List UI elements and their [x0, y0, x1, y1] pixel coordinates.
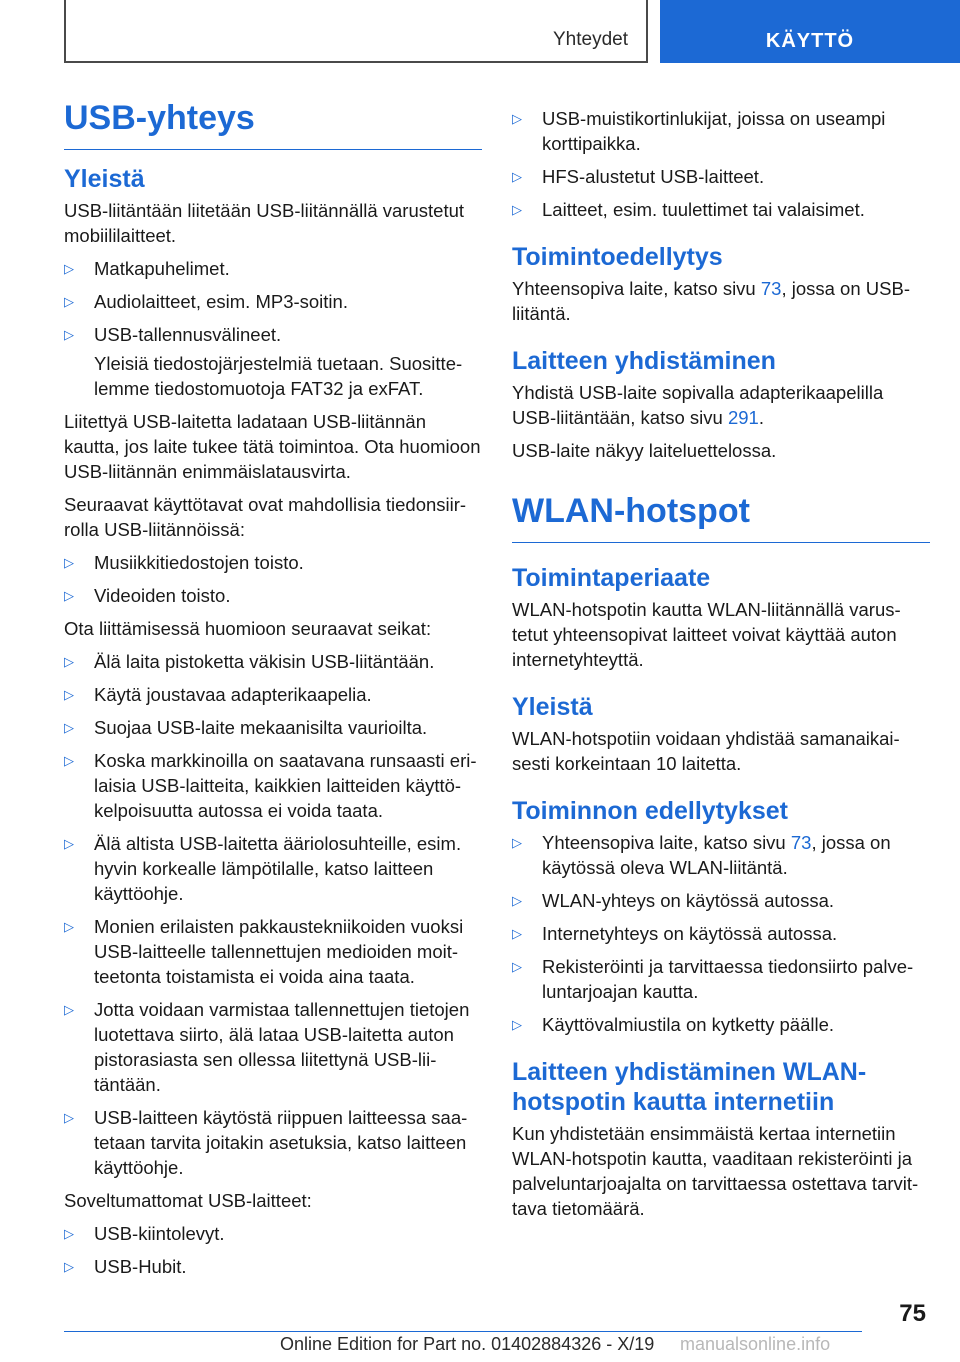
- triangle-bullet-icon: ▷: [64, 835, 74, 851]
- connect-heading: Laitteen yhdistäminen: [512, 347, 776, 375]
- usb-title: USB-yhteys: [64, 98, 482, 150]
- notes-intro: Ota liittämisessä huomioon seuraavat seikat:: [64, 617, 432, 639]
- footer-divider: [64, 1331, 862, 1332]
- general-heading: Yleistä: [64, 164, 145, 193]
- triangle-bullet-icon: ▷: [64, 1001, 74, 1017]
- list-item: ▷ Musiikkitiedostojen toisto.: [64, 551, 304, 573]
- list-item: ▷ Internetyhteys on käytössä autossa.: [512, 922, 838, 944]
- triangle-bullet-icon: ▷: [512, 925, 522, 941]
- page-link[interactable]: 73: [760, 278, 782, 299]
- notes-list: [64, 649, 482, 1180]
- list-item: ▷ Yhteensopiva laite, katso sivu 73, jossa on käytössä oleva WLAN-liitäntä.: [512, 831, 891, 878]
- list-item: ▷ Käyttövalmiustila on kytketty päälle.: [512, 1013, 835, 1035]
- list-item: ▷ Audiolaitteet, esim. MP3-soitin.: [64, 290, 348, 312]
- triangle-bullet-icon: ▷: [64, 260, 74, 276]
- triangle-bullet-icon: ▷: [64, 686, 74, 702]
- connect-wlan-heading: Laitteen yhdistäminen WLAN-hotspotin kautta internetiin: [512, 1057, 867, 1116]
- principle-heading: Toimintaperiaate: [512, 563, 711, 592]
- requirements-heading: Toimintoedellytys: [512, 243, 723, 271]
- devices-list: [64, 256, 482, 347]
- triangle-bullet-icon: ▷: [64, 326, 74, 342]
- triangle-bullet-icon: ▷: [64, 1258, 74, 1274]
- triangle-bullet-icon: ▷: [512, 892, 522, 908]
- function-requirements-heading: Toiminnon edellytykset: [512, 796, 788, 825]
- wlan-general-heading: Yleistä: [512, 692, 593, 721]
- triangle-bullet-icon: ▷: [512, 1016, 522, 1032]
- list-item: ▷ Koska markkinoilla on saatavana runsaasti erilaisia USB-laitteita, kaikkien laitteiden käyttökelpoisuutta autossa ei voida taata.: [64, 749, 477, 821]
- edition-footer: Online Edition for Part no. 01402884326 - X/19: [280, 1334, 655, 1354]
- triangle-bullet-icon: ▷: [64, 293, 74, 309]
- connect-wlan-text: Kun yhdistetään ensimmäistä kertaa internetiin WLAN-hotspotin kautta, vaaditaan rekisteröinti ja palveluntarjoajalta on tarvittaessa ostettava tarvittava tietomäärä.: [512, 1122, 919, 1219]
- principle-text: WLAN-hotspotin kautta WLAN-liitännällä varustetut yhteensopivat laitteet voivat käyttää auton internetyhteyttä.: [512, 598, 901, 670]
- page-link[interactable]: 291: [727, 407, 759, 428]
- list-item: ▷ Suojaa USB-laite mekaanisilta vaurioilta.: [64, 716, 428, 738]
- list-item: ▷ USB-tallennusvälineet.: [64, 323, 282, 345]
- triangle-bullet-icon: ▷: [64, 554, 74, 570]
- list-item: ▷ Videoiden toisto.: [64, 584, 231, 606]
- list-item: ▷ Älä altista USB-laitetta ääriolosuhteille, esim. hyvin korkealle lämpötilalle, katso laitteen käyttöohje.: [64, 832, 462, 904]
- function-requirements-list: [512, 830, 930, 1037]
- page-link[interactable]: 73: [790, 831, 812, 853]
- list-item: ▷ WLAN-yhteys on käytössä autossa.: [512, 889, 835, 911]
- modes-list: [64, 550, 482, 608]
- list-item: ▷ USB-muistikortinlukijat, joissa on useampi korttipaikka.: [512, 108, 886, 154]
- list-item: ▷ Rekisteröinti ja tarvittaessa tiedonsiirto palveluntarjoajan kautta.: [512, 955, 914, 1002]
- page-number: 75: [899, 1300, 926, 1327]
- left-column: [64, 98, 482, 1287]
- triangle-bullet-icon: ▷: [64, 1225, 74, 1241]
- requirements-text: Yhteensopiva laite, katso sivu 73, jossa on USB-liitäntä.: [512, 278, 910, 324]
- triangle-bullet-icon: ▷: [512, 111, 522, 126]
- triangle-bullet-icon: ▷: [64, 1109, 74, 1125]
- list-item: ▷ USB-laitteen käytöstä riippuen laitteessa saatetaan tarvita joitakin asetuksia, katso laitteen käyttöohje.: [64, 1106, 468, 1178]
- intro-text: USB-liitäntään liitetään USB-liitännällä varustetut mobiililaitteet.: [64, 199, 465, 246]
- list-item: ▷ Laitteet, esim. tuulettimet tai valaisimet.: [512, 199, 865, 220]
- wlan-title: WLAN-hotspot: [512, 491, 930, 543]
- unsuitable-list-continued: [512, 106, 930, 222]
- triangle-bullet-icon: ▷: [512, 202, 522, 217]
- list-item: ▷ Älä laita pistoketta väkisin USB-liitäntään.: [64, 650, 435, 672]
- triangle-bullet-icon: ▷: [64, 918, 74, 934]
- triangle-bullet-icon: ▷: [64, 587, 74, 603]
- connect-text-2: USB-laite näkyy laiteluettelossa.: [512, 440, 777, 461]
- list-item: ▷ Monien erilaisten pakkaustekniikoiden vuoksi USB-laitteelle tallennettujen medioiden moitteetonta toistamista ei voida aina taata.: [64, 915, 464, 987]
- filesystem-note: Yleisiä tiedostojärjestelmiä tuetaan. Suosittelemme tiedostomuotoja FAT32 ja exFAT.: [94, 352, 463, 399]
- list-item: ▷ Käytä joustavaa adapterikaapelia.: [64, 683, 372, 705]
- triangle-bullet-icon: ▷: [64, 653, 74, 669]
- list-item: ▷ Matkapuhelimet.: [64, 257, 230, 279]
- list-item: ▷ HFS-alustetut USB-laitteet.: [512, 166, 765, 187]
- section-title: Yhteydet: [553, 29, 628, 50]
- chapter-tab: KÄYTTÖ: [660, 0, 960, 63]
- header-section-box: [64, 0, 648, 63]
- right-column: [512, 98, 930, 1229]
- triangle-bullet-icon: ▷: [64, 719, 74, 735]
- list-item: ▷ USB-Hubit.: [64, 1255, 187, 1277]
- unsuitable-intro: Soveltumattomat USB-laitteet:: [64, 1189, 312, 1211]
- list-item: ▷ Jotta voidaan varmistaa tallennettujen tietojen luotettava siirto, älä lataa USB-laitetta auton pistorasiasta sen ollessa liitettynä USB-liitäntään.: [64, 998, 470, 1095]
- triangle-bullet-icon: ▷: [512, 169, 522, 184]
- triangle-bullet-icon: ▷: [64, 752, 74, 768]
- connect-text: Yhdistä USB-laite sopivalla adapterikaapelilla USB-liitäntään, katso sivu 291.: [512, 382, 884, 428]
- triangle-bullet-icon: ▷: [512, 958, 522, 974]
- charging-text: Liitettyä USB-laitetta ladataan USB-liitännän kautta, jos laite tukee tätä toimintoa. Ota huomioon USB-liitännän enimmäislatausvirta.: [64, 410, 481, 482]
- unsuitable-list: [64, 1221, 482, 1279]
- modes-intro: Seuraavat käyttötavat ovat mahdollisia tiedonsiirrolla USB-liitännöissä:: [64, 493, 467, 540]
- watermark: manualsonline.info: [680, 1334, 831, 1354]
- triangle-bullet-icon: ▷: [512, 834, 522, 850]
- list-item: ▷ USB-kiintolevyt.: [64, 1222, 225, 1244]
- wlan-general-text: WLAN-hotspotiin voidaan yhdistää samanaikaisesti korkeintaan 10 laitetta.: [512, 727, 900, 774]
